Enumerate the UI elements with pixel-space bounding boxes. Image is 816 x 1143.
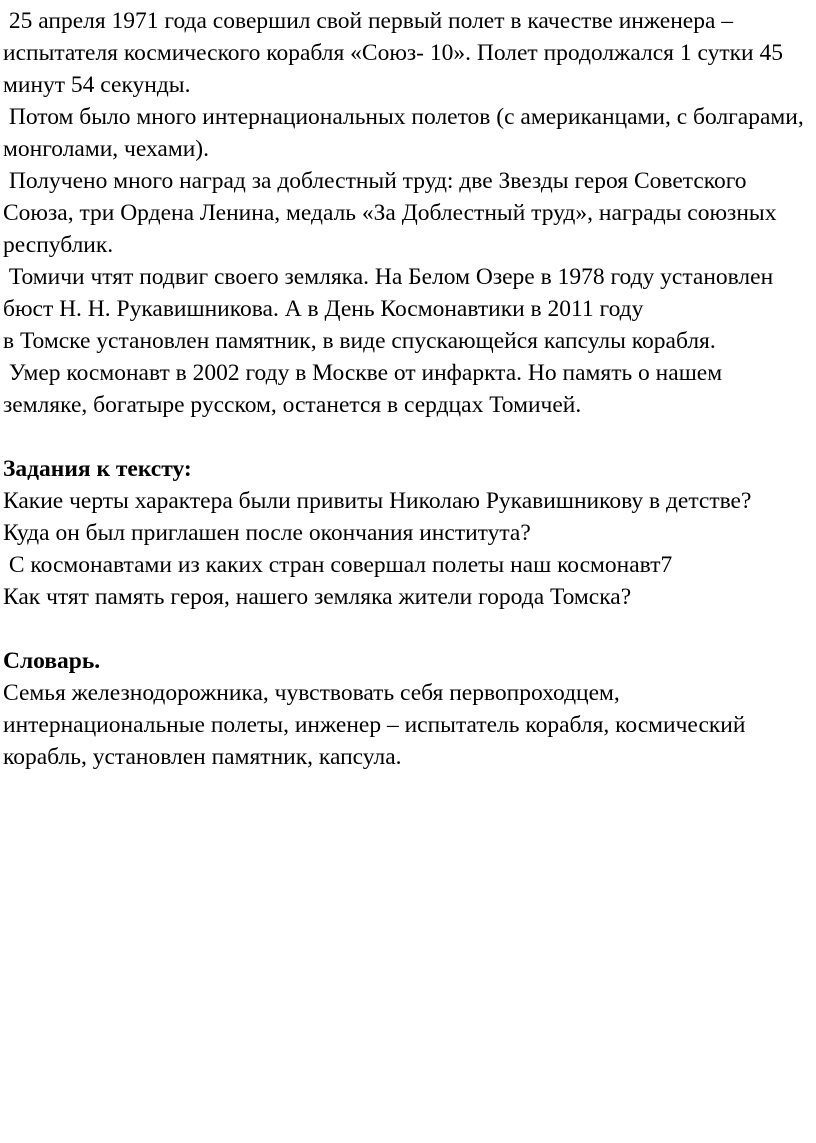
task-question: Куда он был приглашен после окончания института? — [3, 520, 531, 546]
task-question: С космонавтами из каких стран совершал полеты наш космонавт7 — [3, 552, 673, 578]
story-paragraph-awards: Получено много наград за доблестный труд: две Звезды героя Советского Союза, три Ордена Ленина, медаль «За Доблестный труд», награды союзных республик. — [3, 168, 783, 258]
story-paragraph-first-flight: 25 апреля 1971 года совершил свой первый полет в качестве инженера – испытателя космического корабля «Союз- 10». Полет продолжался 1 сутки 45 минут 54 секунды. — [3, 8, 789, 98]
tasks-heading: Задания к тексту: — [3, 456, 192, 482]
vocabulary-heading: Словарь. — [3, 648, 101, 674]
story-paragraph-death: Умер космонавт в 2002 году в Москве от инфаркта. Но память о нашем земляке, богатыре русском, останется в сердцах Томичей. — [3, 360, 728, 418]
story-paragraph-international-flights: Потом было много интернациональных полетов (с американцами, с болгарами, монголами, чехами). — [3, 104, 810, 162]
task-question: Какие черты характера были привиты Николаю Рукавишникову в детстве? — [3, 488, 752, 514]
spacer — [3, 421, 812, 453]
story-paragraph-memorial-bust: Томичи чтят подвиг своего земляка. На Белом Озере в 1978 году установлен бюст Н. Н. Рукавишникова. А в День Космонавтики в 2011 году — [3, 264, 780, 322]
story-paragraph-monument: в Томске установлен памятник, в виде спускающейся капсулы корабля. — [3, 328, 716, 354]
spacer — [3, 613, 812, 645]
task-question: Как чтят память героя, нашего земляка жители города Томска? — [3, 584, 632, 610]
vocabulary-text: Семья железнодорожника, чувствовать себя первопроходцем, интернациональные полеты, инженер – испытатель корабля, космический корабль, установлен памятник, капсула. — [3, 680, 752, 770]
